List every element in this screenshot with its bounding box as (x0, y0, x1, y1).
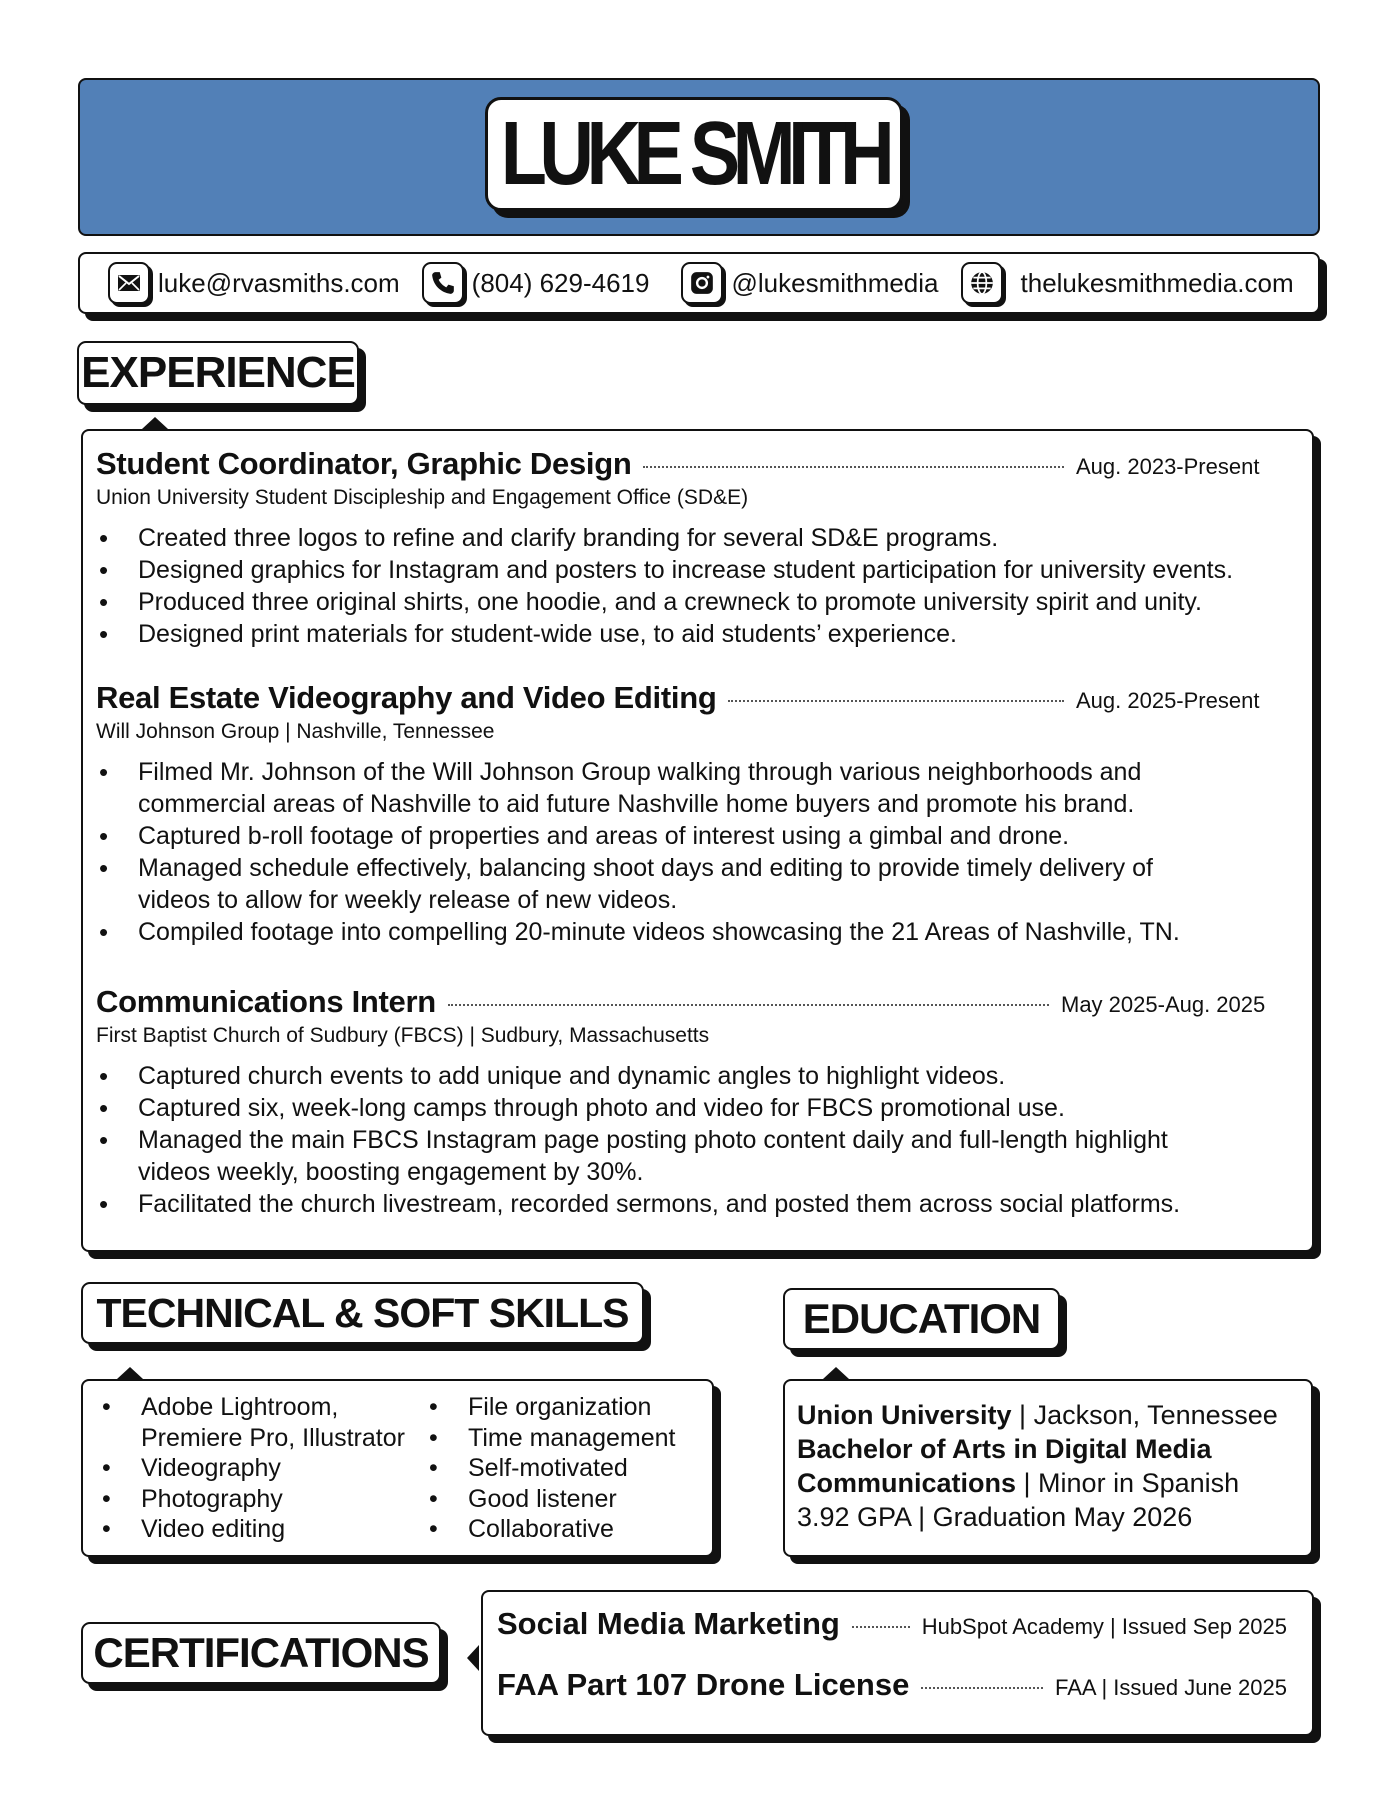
job-bullet: • Captured b-roll footage of properties and areas of interest using a gimbal and drone. (96, 820, 1276, 852)
job-bullet: • Managed the main FBCS Instagram page posting photo content daily and full-length highlight (96, 1124, 1276, 1156)
job-bullet: • Designed graphics for Instagram and posters to increase student participation for university events. (96, 554, 1276, 586)
job-title: Communications Intern (96, 984, 436, 1019)
skill-item: • Video editing (100, 1514, 405, 1545)
job-bullet-continuation: videos weekly, boosting engagement by 30%. (138, 1158, 644, 1186)
certifications-heading: CERTIFICATIONS (93, 1629, 429, 1676)
job-entry (96, 984, 1276, 1220)
dotted-leader (448, 1004, 1049, 1006)
degree-line: Communications (797, 1468, 1017, 1498)
school-location: | Jackson, Tennessee (1011, 1400, 1278, 1430)
minor-text: | Minor in Spanish (1016, 1468, 1240, 1498)
dotted-leader (643, 466, 1064, 468)
job-organization: First Baptist Church of Sudbury (FBCS) | Sudbury, Massachusetts (96, 1024, 710, 1047)
job-bullet: • Managed schedule effectively, balancing shoot days and editing to provide timely delivery of (96, 852, 1276, 884)
skills-heading: TECHNICAL & SOFT SKILLS (96, 1289, 629, 1336)
instagram-icon (681, 262, 723, 304)
job-entry (96, 446, 1276, 650)
certification-meta: HubSpot Academy | Issued Sep 2025 (921, 1614, 1287, 1639)
skill-item: • Time management (427, 1423, 676, 1454)
experience-notch (142, 417, 168, 429)
certification-title: Social Media Marketing (497, 1606, 840, 1641)
contact-phone[interactable] (422, 262, 650, 304)
email-icon (108, 262, 150, 304)
phone-text: (804) 629-4619 (471, 267, 650, 298)
skill-item: • Videography (100, 1453, 405, 1484)
certification-title: FAA Part 107 Drone License (497, 1667, 910, 1702)
dotted-leader (852, 1626, 910, 1628)
job-bullet-continuation: commercial areas of Nashville to aid future Nashville home buyers and promote his brand. (138, 790, 1135, 818)
job-organization: Will Johnson Group | Nashville, Tennessee (96, 720, 495, 743)
skill-item: • Self-motivated (427, 1453, 676, 1484)
job-bullet: • Captured church events to add unique and dynamic angles to highlight videos. (96, 1060, 1276, 1092)
skill-item-continuation: Premiere Pro, Illustrator (141, 1423, 405, 1452)
school-name: Union University (797, 1400, 1012, 1430)
skills-list-right (427, 1392, 676, 1545)
contact-bar (78, 252, 1320, 314)
dotted-leader (728, 700, 1064, 702)
certifications-heading-box (81, 1622, 441, 1684)
job-bullet: • Compiled footage into compelling 20-minute videos showcasing the 21 Areas of Nashville, TN. (96, 916, 1276, 948)
skill-item: • Adobe Lightroom, (100, 1392, 405, 1423)
name-box (485, 97, 903, 211)
education-heading-box (783, 1288, 1060, 1350)
globe-icon (961, 262, 1003, 304)
job-bullet: • Produced three original shirts, one hoodie, and a crewneck to promote university spirit and unity. (96, 586, 1276, 618)
job-bullet: • Captured six, week-long camps through photo and video for FBCS promotional use. (96, 1092, 1276, 1124)
certification-row (497, 1667, 1287, 1703)
education-notch (823, 1367, 849, 1379)
degree-line: Bachelor of Arts in Digital Media (797, 1434, 1212, 1464)
job-bullet: • Facilitated the church livestream, recorded sermons, and posted them across social platforms. (96, 1188, 1276, 1220)
education-text (797, 1398, 1278, 1534)
instagram-text: @lukesmithmedia (731, 267, 939, 298)
job-title: Real Estate Videography and Video Editing (96, 680, 717, 715)
skill-item: • Good listener (427, 1484, 676, 1515)
skills-notch (117, 1367, 143, 1379)
dotted-leader (921, 1687, 1043, 1689)
skills-heading-box (81, 1282, 644, 1344)
skill-item: • Collaborative (427, 1514, 676, 1545)
job-entry (96, 680, 1276, 948)
job-date: Aug. 2025-Present (1076, 688, 1260, 713)
contact-email[interactable] (108, 262, 400, 304)
job-date: May 2025-Aug. 2025 (1061, 992, 1266, 1017)
website-text: thelukesmithmedia.com (1020, 267, 1294, 298)
skill-item: • Photography (100, 1484, 405, 1515)
job-bullet: • Filmed Mr. Johnson of the Will Johnson Group walking through various neighborhoods and (96, 756, 1276, 788)
skill-item: • File organization (427, 1392, 676, 1423)
certification-meta: FAA | Issued June 2025 (1055, 1675, 1287, 1700)
job-date: Aug. 2023-Present (1076, 454, 1260, 479)
experience-heading: EXPERIENCE (81, 348, 355, 397)
job-organization: Union University Student Discipleship and Engagement Office (SD&E) (96, 486, 749, 509)
job-title: Student Coordinator, Graphic Design (96, 446, 632, 481)
certification-row (497, 1606, 1287, 1642)
job-bullet: • Designed print materials for student-wide use, to aid students’ experience. (96, 618, 1276, 650)
phone-icon (422, 262, 464, 304)
gpa-text: 3.92 GPA | Graduation May 2026 (797, 1502, 1193, 1532)
education-heading: EDUCATION (802, 1295, 1041, 1342)
skills-list-left (100, 1392, 405, 1545)
email-text: luke@rvasmiths.com (158, 267, 400, 298)
resume-name: LUKE SMITH (500, 103, 888, 204)
contact-instagram[interactable] (681, 262, 938, 304)
contact-website[interactable] (961, 262, 1294, 304)
certifications-notch (467, 1645, 479, 1671)
job-bullet-continuation: videos to allow for weekly release of new videos. (138, 886, 678, 914)
experience-heading-box (77, 341, 359, 405)
job-bullet: • Created three logos to refine and clarify branding for several SD&E programs. (96, 522, 1276, 554)
